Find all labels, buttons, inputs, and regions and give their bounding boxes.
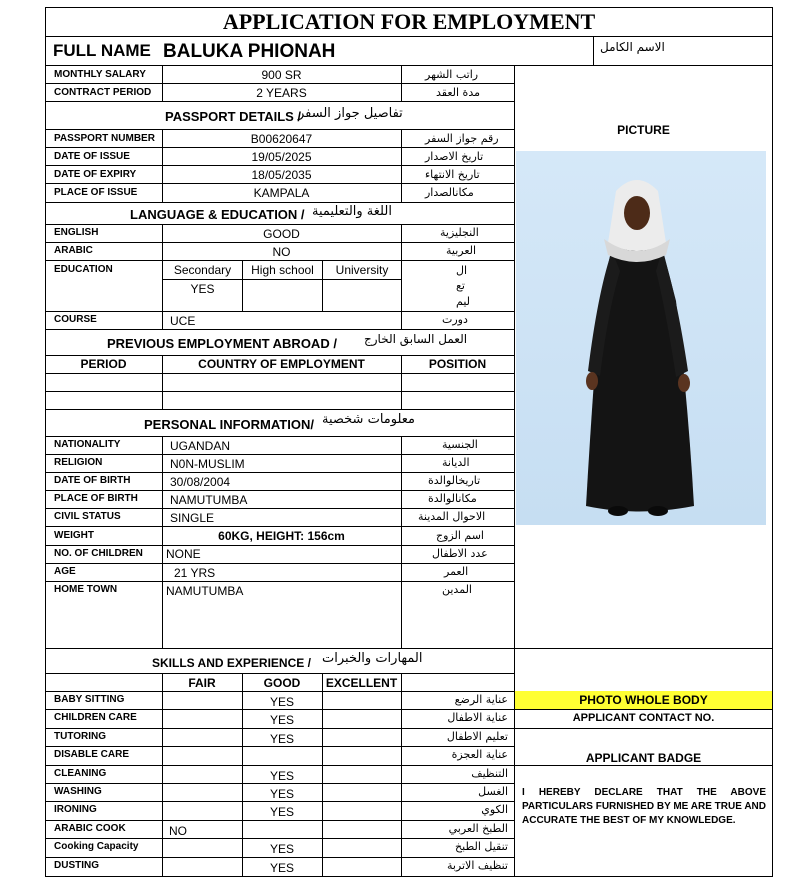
skill-ar: الغسل — [478, 785, 508, 798]
education-ar-2: تع — [456, 279, 465, 292]
place-of-birth-ar: مكانالوالدة — [428, 492, 477, 505]
date-of-birth-ar: تاريخالوالدة — [428, 474, 481, 487]
religion-value: N0N-MUSLIM — [170, 457, 245, 471]
education-ar-3: ليم — [456, 295, 470, 308]
course-ar: دورت — [442, 313, 468, 326]
full-name-value: BALUKA PHIONAH — [163, 41, 336, 62]
skill-ar: تنظيف الاتربة — [446, 859, 508, 872]
previous-employment-heading: PREVIOUS EMPLOYMENT ABROAD / — [107, 336, 337, 351]
education-level-university: University — [335, 263, 389, 277]
skill-ar: عناية الرضع — [454, 693, 508, 706]
civil-status-ar: الاحوال المدينة — [418, 510, 486, 523]
skill-good-value: YES — [269, 769, 294, 783]
skill-label: Cooking Capacity — [54, 841, 139, 852]
education-ar-1: ال — [456, 264, 468, 277]
skill-good-value: YES — [269, 732, 294, 746]
nationality-label: NATIONALITY — [54, 439, 121, 450]
skill-ar: التنظيف — [471, 767, 508, 780]
age-label: AGE — [54, 566, 76, 577]
english-label: ENGLISH — [54, 227, 99, 238]
picture-label: PICTURE — [617, 123, 670, 137]
nationality-ar: الجنسية — [442, 438, 478, 451]
home-town-value: NAMUTUMBA — [166, 584, 244, 598]
personal-heading: PERSONAL INFORMATION/ — [144, 417, 314, 432]
col-excellent: EXCELLENT — [325, 676, 398, 690]
english-ar: النجليزية — [440, 226, 479, 239]
civil-status-label: CIVIL STATUS — [54, 511, 121, 522]
place-of-issue-ar: مكانالصدار — [425, 186, 474, 199]
skill-good-value: YES — [269, 861, 294, 875]
skill-ar: تنقيل الطبخ — [455, 840, 508, 853]
arabic-ar: العربية — [446, 244, 477, 257]
course-value: UCE — [170, 314, 196, 328]
civil-status-value: SINGLE — [170, 511, 215, 525]
skill-ar: تعليم الاطفال — [446, 730, 508, 743]
contract-period-ar: مدة العقد — [436, 86, 480, 99]
place-of-issue-value: KAMPALA — [253, 186, 310, 200]
skill-label: IRONING — [54, 804, 97, 815]
col-position: POSITION — [428, 357, 487, 371]
education-level-high-school: High school — [251, 263, 314, 277]
nationality-value: UGANDAN — [170, 439, 231, 453]
education-label: EDUCATION — [54, 264, 113, 275]
weight-ar: اسم الزوج — [436, 529, 484, 542]
religion-label: RELIGION — [54, 457, 103, 468]
skill-ar: الطبخ العربي — [448, 822, 508, 835]
home-town-label: HOME TOWN — [54, 584, 118, 595]
applicant-contact-label: APPLICANT CONTACT NO. — [572, 712, 715, 724]
full-name-ar: الاسم الكامل — [600, 40, 665, 54]
skills-heading: SKILLS AND EXPERIENCE / — [152, 656, 311, 670]
place-of-birth-label: PLACE OF BIRTH — [54, 493, 138, 504]
passport-number-value: B00620647 — [250, 132, 313, 146]
skill-label: TUTORING — [54, 731, 107, 742]
skill-label: CLEANING — [54, 768, 107, 779]
date-of-issue-ar: تاريخ الاصدار — [425, 150, 484, 163]
place-of-issue-label: PLACE OF ISSUE — [54, 187, 138, 198]
skill-ar: الكوي — [481, 803, 508, 816]
date-of-issue-label: DATE OF ISSUE — [54, 151, 130, 162]
applicant-badge-label: APPLICANT BADGE — [585, 751, 702, 765]
skill-good-value: YES — [269, 805, 294, 819]
religion-ar: الديانة — [442, 456, 470, 469]
date-of-birth-value: 30/08/2004 — [170, 475, 231, 489]
passport-number-ar: رقم جواز السفر — [425, 132, 499, 145]
passport-heading-ar: تفاصيل جواز السفر — [298, 106, 403, 121]
date-of-issue-value: 19/05/2025 — [251, 150, 312, 164]
weight-value: 60KG, HEIGHT: 156cm — [218, 529, 345, 543]
col-country: COUNTRY OF EMPLOYMENT — [198, 357, 365, 371]
skill-ar: عناية الاطفال — [447, 711, 508, 724]
age-value: 21 YRS — [174, 566, 216, 580]
arabic-value: NO — [272, 245, 291, 259]
date-of-expiry-ar: تاريخ الانتهاء — [425, 168, 480, 181]
children-value: NONE — [166, 547, 201, 561]
applicant-photo — [516, 151, 766, 525]
skill-label: CHILDREN CARE — [54, 712, 137, 723]
personal-heading-ar: معلومات شخصية — [322, 412, 415, 427]
previous-employment-heading-ar: العمل السابق الخارج — [364, 332, 468, 346]
skill-label: BABY SITTING — [54, 694, 125, 705]
weight-label: WEIGHT — [54, 530, 94, 541]
language-heading: LANGUAGE & EDUCATION / — [130, 207, 305, 222]
person-silhouette-icon — [516, 151, 766, 525]
english-value: GOOD — [263, 227, 300, 241]
skill-good-value: YES — [269, 842, 294, 856]
skill-label: WASHING — [54, 786, 102, 797]
arabic-label: ARABIC — [54, 245, 93, 256]
photo-whole-body-label: PHOTO WHOLE BODY — [515, 691, 772, 709]
language-heading-ar: اللغة والتعليمية — [312, 204, 392, 219]
skill-fair-value: NO — [169, 824, 187, 838]
place-of-birth-value: NAMUTUMBA — [170, 493, 248, 507]
contract-period-label: CONTRACT PERIOD — [54, 87, 152, 98]
skill-good-value: YES — [269, 695, 294, 709]
course-label: COURSE — [54, 314, 97, 325]
skill-good-value: YES — [269, 713, 294, 727]
monthly-salary-label: MONTHLY SALARY — [54, 69, 146, 80]
date-of-expiry-value: 18/05/2035 — [251, 168, 312, 182]
age-ar: العمر — [444, 565, 469, 578]
monthly-salary-ar: راتب الشهر — [425, 68, 479, 81]
col-fair: FAIR — [188, 676, 216, 690]
skill-ar: عناية العجزة — [451, 748, 508, 761]
passport-heading: PASSPORT DETAILS / — [165, 109, 302, 124]
skill-good-value: YES — [269, 787, 294, 801]
skill-label: DISABLE CARE — [54, 749, 130, 760]
col-period: PERIOD — [80, 357, 127, 371]
full-name-label: FULL NAME — [53, 41, 151, 60]
skill-label: DUSTING — [54, 860, 99, 871]
passport-number-label: PASSPORT NUMBER — [54, 133, 155, 144]
date-of-birth-label: DATE OF BIRTH — [54, 475, 131, 486]
declaration-text: I HEREBY DECLARE THAT THE ABOVE PARTICULARS FURNISHED BY ME ARE TRUE AND ACCURATE THE BEST OF MY KNOWLEDGE. — [522, 787, 766, 826]
skills-heading-ar: المهارات والخبرات — [322, 651, 423, 666]
date-of-expiry-label: DATE OF EXPIRY — [54, 169, 137, 180]
children-label: NO. OF CHILDREN — [54, 548, 143, 559]
col-good: GOOD — [263, 676, 301, 690]
page-title: APPLICATION FOR EMPLOYMENT — [222, 9, 596, 34]
home-town-ar: المدين — [442, 583, 472, 596]
contract-period-value: 2 YEARS — [256, 86, 307, 100]
education-level-secondary: Secondary — [173, 263, 232, 277]
skill-label: ARABIC COOK — [54, 823, 126, 834]
education-value: YES — [190, 282, 215, 296]
children-ar: عدد الاطفال — [432, 547, 488, 560]
monthly-salary-value: 900 SR — [261, 68, 302, 82]
